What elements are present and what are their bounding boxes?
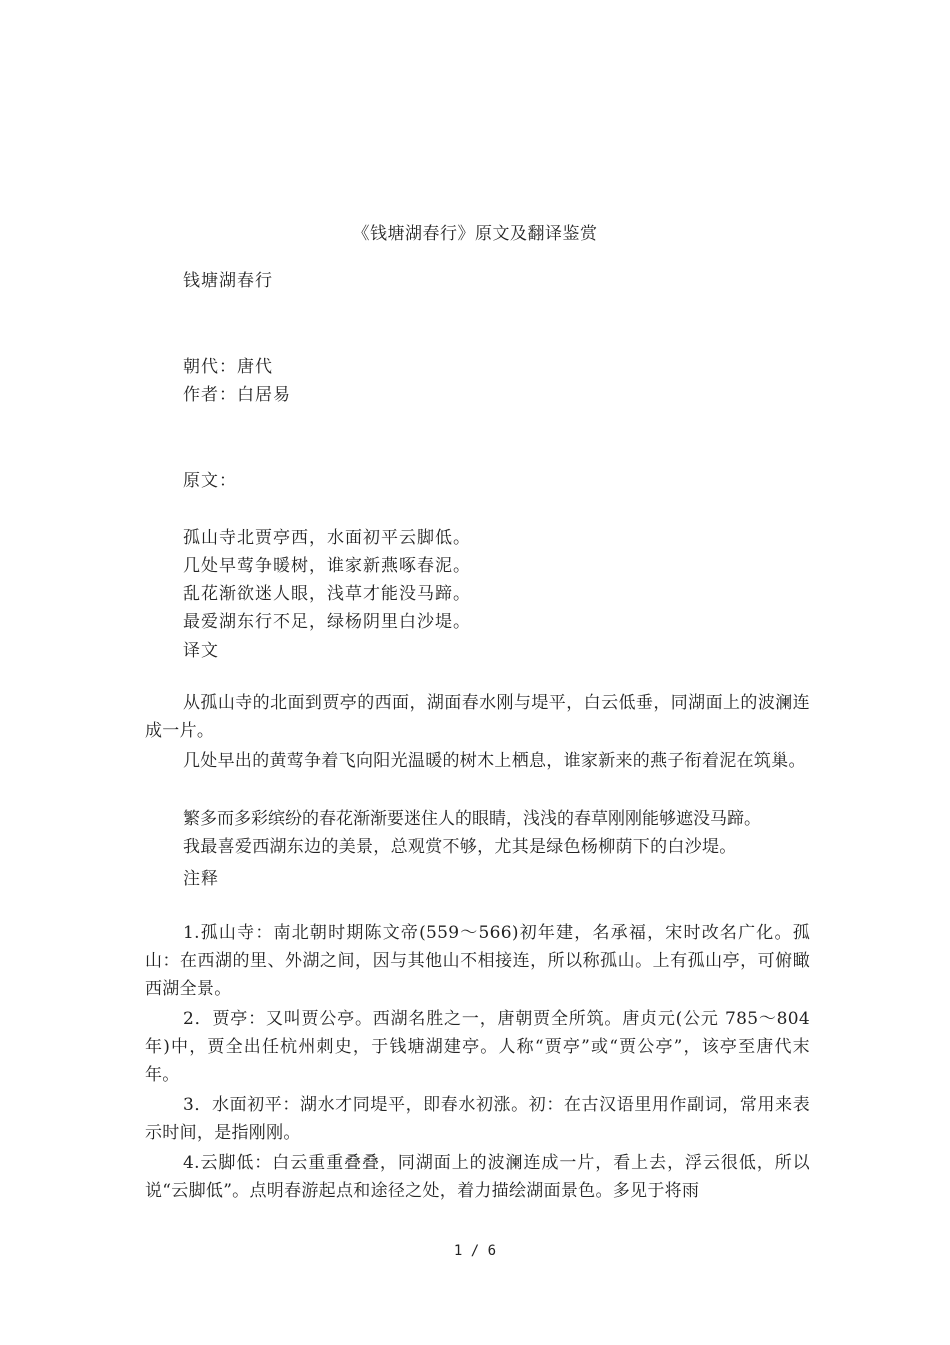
author-line: 作者：白居易 [183, 385, 291, 405]
translation-label: 译文 [183, 641, 219, 661]
page-number: 1 / 6 [453, 1243, 497, 1259]
poem-line: 最爱湖东行不足，绿杨阴里白沙堤。 [183, 612, 471, 632]
note-paragraph: 1.孤山寺：南北朝时期陈文帝(559～566)初年建，名承福，宋时改名广化。孤山：在西湖的里、外湖之间，因与其他山不相接连，所以称孤山。上有孤山亭，可俯瞰西湖全景。 [145, 923, 810, 999]
translation-paragraph: 我最喜爱西湖东边的美景，总观赏不够，尤其是绿色杨柳荫下的白沙堤。 [183, 837, 737, 857]
poem-line: 孤山寺北贾亭西，水面初平云脚低。 [183, 528, 471, 548]
poem-line: 几处早莺争暖树，谁家新燕啄春泥。 [183, 556, 471, 576]
note-paragraph: 3．水面初平：湖水才同堤平，即春水初涨。初：在古汉语里用作副词，常用来表示时间，是指刚刚。 [145, 1095, 810, 1143]
poem-title: 钱塘湖春行 [183, 271, 273, 291]
translation-paragraph: 几处早出的黄莺争着飞向阳光温暖的树木上栖息，谁家新来的燕子衔着泥在筑巢。 [183, 751, 806, 771]
note-paragraph: 4.云脚低：白云重重叠叠，同湖面上的波澜连成一片，看上去，浮云很低，所以说“云脚低”。点明春游起点和途径之处，着力描绘湖面景色。多见于将雨 [145, 1153, 810, 1201]
translation-paragraph: 繁多而多彩缤纷的春花渐渐要迷住人的眼睛，浅浅的春草刚刚能够遮没马蹄。 [183, 809, 761, 829]
notes-label: 注释 [183, 869, 219, 889]
poem-line: 乱花渐欲迷人眼，浅草才能没马蹄。 [183, 584, 471, 604]
note-paragraph: 2．贾亭：又叫贾公亭。西湖名胜之一，唐朝贾全所筑。唐贞元(公元 785～804 年)中，贾全出任杭州刺史，于钱塘湖建亭。人称“贾亭”或“贾公亭”，该亭至唐代末年。 [145, 1009, 810, 1085]
dynasty-line: 朝代：唐代 [183, 357, 273, 377]
translation-paragraph: 从孤山寺的北面到贾亭的西面，湖面春水刚与堤平，白云低垂，同湖面上的波澜连成一片。 [145, 693, 810, 741]
document-title: 《钱塘湖春行》原文及翻译鉴赏 [352, 224, 598, 244]
original-label: 原文： [183, 471, 237, 491]
